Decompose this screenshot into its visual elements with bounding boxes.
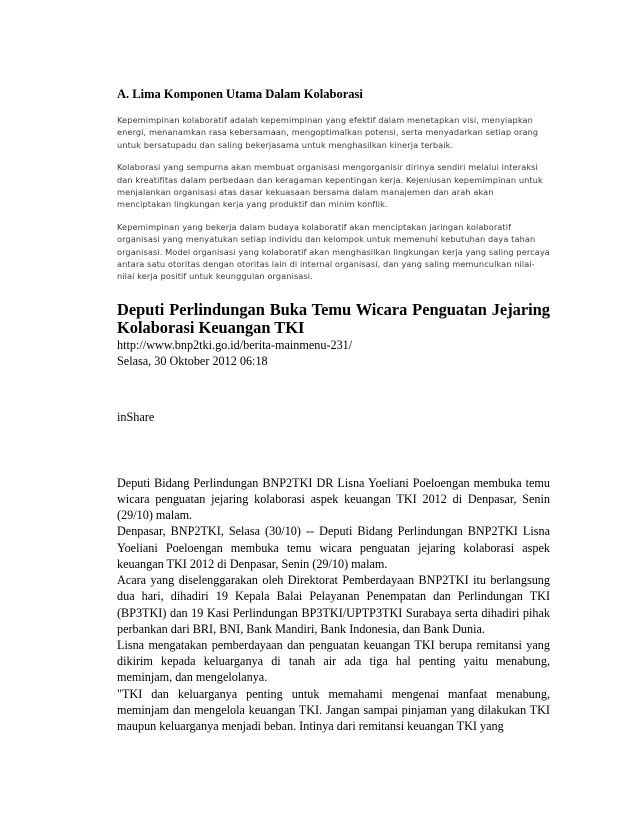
intro-paragraph-1: Kepemimpinan kolaboratif adalah kepemimpinan yang efektif dalam menetapkan visi, menyiapkan energi, menanamkan rasa kebersamaan, mengoptimalkan potensi, serta menyadarkan setiap orang untuk bersatupadu dan saling bekerjasama untuk menghasilkan kinerja terbaik.: [117, 115, 539, 150]
news-paragraph-5: "TKI dan keluarganya penting untuk memahami mengenai manfaat menabung, meminjam dan mengelola keuangan TKI. Jangan sampai pinjaman yang dilakukan TKI maupun keluarganya menjadi beban. Intinya dari remitansi keuangan TKI yang: [117, 686, 550, 733]
news-paragraph-3: Acara yang diselenggarakan oleh Direktorat Pemberdayaan BNP2TKI itu berlangsung dua hari, dihadiri 19 Kepala Balai Pelayanan Penempatan dan Perlindungan TKI (BP3TKI) dan 19 Kasi Perlindungan BP3TKI/UPTP3TKI Surabaya serta dihadiri pihak perbankan dari BRI, BNI, Bank Mandiri, Bank Indonesia, dan Bank Dunia.: [117, 573, 550, 636]
inshare-button[interactable]: inShare: [117, 409, 155, 424]
news-paragraph-2: Denpasar, BNP2TKI, Selasa (30/10) -- Deputi Bidang Perlindungan BNP2TKI Lisna Yoeliani Poeloengan membuka temu wicara penguatan jejaring kolaborasi aspek keuangan TKI 2012 di Denpasar, Senin (29/10) malam.: [117, 524, 550, 571]
news-date: Selasa, 30 Oktober 2012 06:18: [117, 353, 268, 368]
news-paragraph-1: Deputi Bidang Perlindungan BNP2TKI DR Lisna Yoeliani Poeloengan membuka temu wicara penguatan jejaring kolaborasi aspek keuangan TKI 2012 di Denpasar, Senin (29/10) malam.: [117, 475, 550, 523]
news-paragraph-4: Lisna mengatakan pemberdayaan dan penguatan keuangan TKI berupa remitansi yang dikirim kepada keluarganya di tanah air ada tiga hal penting yaitu menabung, meminjam, dan mengelolanya.: [117, 637, 550, 685]
section-heading: A. Lima Komponen Utama Dalam Kolaborasi: [117, 87, 363, 101]
document-page: [117, 86, 550, 734]
intro-paragraph-2: Kolaborasi yang sempurna akan membuat organisasi mengorganisir dirinya sendiri melalui interaksi dan kreatifitas dalam perbedaan dan keragaman kepentingan kerja. Kejeniusan kepemimpinan untuk menjalankan organisasi atas dasar kekuasaan bersama dalam manajemen dan arah akan menciptakan lingkungan kerja yang produktif dan minim konflik.: [117, 162, 543, 210]
news-body: [117, 475, 550, 734]
intro-paragraph-3: Kepemimpinan yang bekerja dalam budaya kolaboratif akan menciptakan jaringan kolaboratif organisasi yang menyatukan setiap individu dan kelompok untuk memenuhi kebutuhan daya tahan organisasi. Model organisasi yang kolaboratif akan menghasilkan lingkungan kerja yang saling percaya antara satu otoritas dengan otoritas lain di internal organisasi, dan yang saling memunculkan nilai-nilai kerja positif untuk keunggulan organisasi.: [117, 221, 550, 282]
news-title: Deputi Perlindungan Buka Temu Wicara Penguatan Jejaring Kolaborasi Keuangan TKI: [117, 299, 550, 337]
news-url[interactable]: http://www.bnp2tki.go.id/berita-mainmenu-231/: [117, 337, 353, 352]
